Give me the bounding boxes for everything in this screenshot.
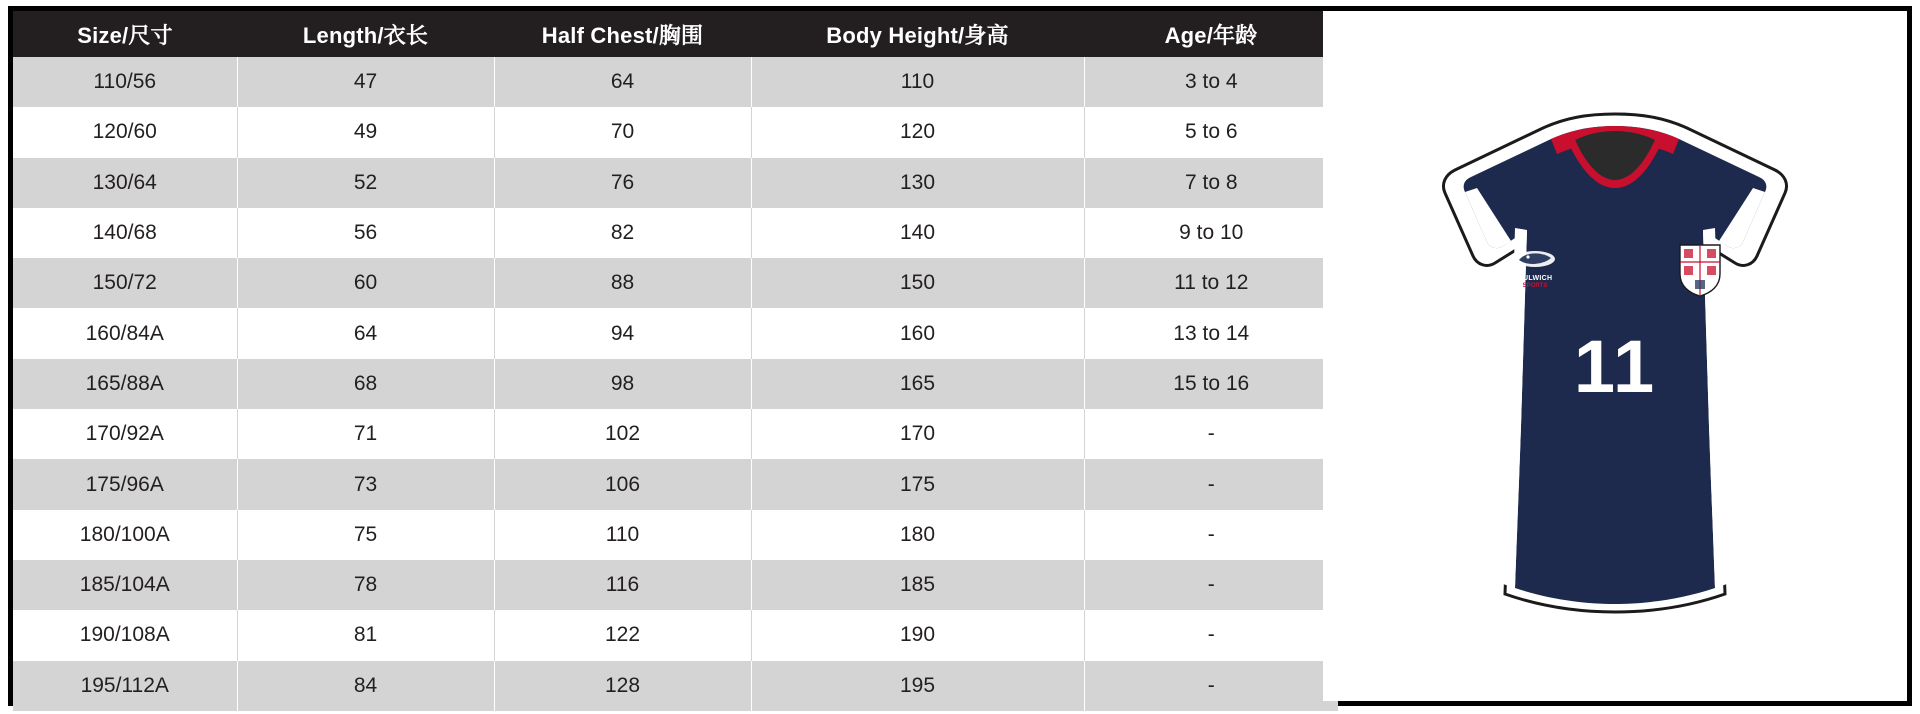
cell-half-chest: 94: [494, 308, 751, 358]
cell-half-chest: 64: [494, 57, 751, 107]
cell-body-height: 110: [751, 57, 1084, 107]
cell-body-height: 150: [751, 258, 1084, 308]
table-row: [13, 308, 1338, 358]
cell-body-height: 195: [751, 661, 1084, 711]
cell-age: -: [1084, 459, 1338, 509]
cell-half-chest: 76: [494, 158, 751, 208]
cell-length: 75: [237, 510, 494, 560]
table-row: [13, 57, 1338, 107]
cell-length: 78: [237, 560, 494, 610]
cell-size: 150/72: [13, 258, 237, 308]
table-row: [13, 459, 1338, 509]
cell-length: 47: [237, 57, 494, 107]
size-table-pane: [13, 11, 1323, 701]
cell-size: 165/88A: [13, 359, 237, 409]
cell-size: 190/108A: [13, 610, 237, 660]
table-row: [13, 661, 1338, 711]
cell-length: 73: [237, 459, 494, 509]
jersey-number: 11: [1573, 325, 1657, 408]
cell-half-chest: 88: [494, 258, 751, 308]
cell-size: 140/68: [13, 208, 237, 258]
column-header-age: Age/年龄: [1084, 11, 1338, 57]
chart-frame: [8, 6, 1912, 706]
column-header-half-chest: Half Chest/胸围: [494, 11, 751, 57]
cell-half-chest: 82: [494, 208, 751, 258]
cell-age: 3 to 4: [1084, 57, 1338, 107]
cell-age: -: [1084, 409, 1338, 459]
cell-age: -: [1084, 560, 1338, 610]
table-row: [13, 158, 1338, 208]
cell-age: 9 to 10: [1084, 208, 1338, 258]
cell-age: 13 to 14: [1084, 308, 1338, 358]
cell-size: 160/84A: [13, 308, 237, 358]
column-header-length: Length/衣长: [237, 11, 494, 57]
cell-size: 110/56: [13, 57, 237, 107]
club-badge-subtext: SPORTS: [1522, 283, 1548, 289]
column-header-body-height: Body Height/身高: [751, 11, 1084, 57]
cell-half-chest: 106: [494, 459, 751, 509]
cell-half-chest: 128: [494, 661, 751, 711]
jersey-illustration: [1415, 96, 1815, 616]
cell-length: 68: [237, 359, 494, 409]
table-row: [13, 208, 1338, 258]
cell-size: 130/64: [13, 158, 237, 208]
school-crest-badge: [1677, 242, 1723, 298]
table-row: [13, 610, 1338, 660]
cell-age: 11 to 12: [1084, 258, 1338, 308]
jersey-icon: [1415, 96, 1815, 616]
cell-body-height: 140: [751, 208, 1084, 258]
cell-length: 81: [237, 610, 494, 660]
cell-length: 71: [237, 409, 494, 459]
cell-size: 175/96A: [13, 459, 237, 509]
cell-length: 64: [237, 308, 494, 358]
cell-length: 49: [237, 107, 494, 157]
cell-size: 170/92A: [13, 409, 237, 459]
cell-age: -: [1084, 610, 1338, 660]
crest-icon: [1677, 242, 1723, 298]
table-row: [13, 258, 1338, 308]
cell-body-height: 130: [751, 158, 1084, 208]
shark-mascot-icon: [1513, 248, 1557, 270]
club-logo-badge: [1507, 248, 1563, 294]
cell-body-height: 190: [751, 610, 1084, 660]
table-row: [13, 107, 1338, 157]
cell-age: -: [1084, 510, 1338, 560]
table-row: [13, 409, 1338, 459]
table-body: [13, 57, 1338, 711]
cell-body-height: 160: [751, 308, 1084, 358]
cell-age: 7 to 8: [1084, 158, 1338, 208]
cell-length: 56: [237, 208, 494, 258]
cell-size: 195/112A: [13, 661, 237, 711]
cell-length: 60: [237, 258, 494, 308]
table-row: [13, 359, 1338, 409]
table-row: [13, 510, 1338, 560]
cell-size: 185/104A: [13, 560, 237, 610]
table-header-row: [13, 11, 1338, 57]
club-badge-text: DULWICH: [1517, 275, 1553, 282]
cell-half-chest: 70: [494, 107, 751, 157]
cell-half-chest: 98: [494, 359, 751, 409]
cell-half-chest: 102: [494, 409, 751, 459]
column-header-size: Size/尺寸: [13, 11, 237, 57]
cell-half-chest: 110: [494, 510, 751, 560]
table-header: [13, 11, 1338, 57]
cell-body-height: 185: [751, 560, 1084, 610]
product-image-pane: [1323, 11, 1907, 701]
cell-age: 15 to 16: [1084, 359, 1338, 409]
cell-body-height: 175: [751, 459, 1084, 509]
table-row: [13, 560, 1338, 610]
cell-age: -: [1084, 661, 1338, 711]
cell-half-chest: 122: [494, 610, 751, 660]
cell-length: 52: [237, 158, 494, 208]
cell-body-height: 165: [751, 359, 1084, 409]
cell-body-height: 120: [751, 107, 1084, 157]
size-table: [13, 11, 1338, 711]
cell-size: 120/60: [13, 107, 237, 157]
cell-body-height: 180: [751, 510, 1084, 560]
cell-body-height: 170: [751, 409, 1084, 459]
cell-length: 84: [237, 661, 494, 711]
cell-age: 5 to 6: [1084, 107, 1338, 157]
cell-half-chest: 116: [494, 560, 751, 610]
cell-size: 180/100A: [13, 510, 237, 560]
